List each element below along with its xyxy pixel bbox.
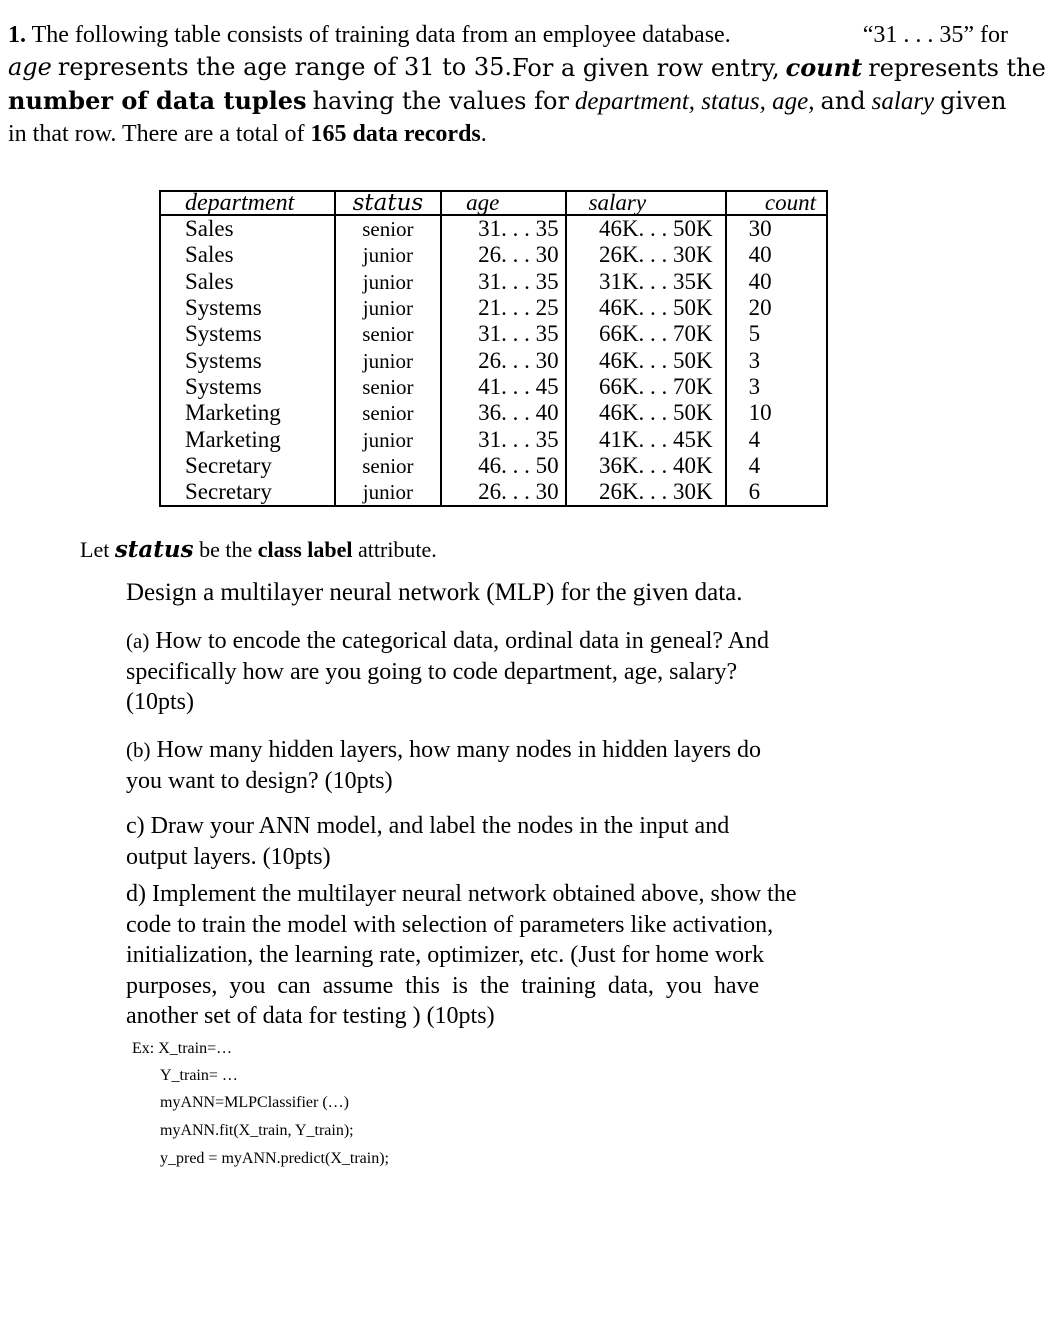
cell-department: Sales — [160, 242, 335, 268]
cell-age: 26. . . 30 — [441, 347, 566, 373]
table-row — [160, 269, 827, 295]
intro-line-2: age represents the age range of 31 to 35. For a given row entry, count represents the — [8, 52, 1046, 82]
cell-salary: 31K. . . 35K — [566, 269, 726, 295]
cell-department: Secretary — [160, 453, 335, 479]
header-age: age — [441, 191, 566, 215]
cell-status: junior — [335, 479, 441, 506]
question-c: c) Draw your ANN model, and label the nodes in the input and output layers. (10pts) — [126, 813, 730, 870]
employee-training-table — [159, 190, 828, 507]
cell-count: 3 — [726, 347, 827, 373]
header-status: status — [335, 191, 441, 215]
cell-age: 26. . . 30 — [441, 479, 566, 506]
cell-salary: 46K. . . 50K — [566, 400, 726, 426]
cell-status: junior — [335, 295, 441, 321]
design-prompt: Design a multilayer neural network (MLP) for the given data. — [126, 579, 743, 606]
cell-status: senior — [335, 453, 441, 479]
cell-age: 31. . . 35 — [441, 269, 566, 295]
cell-department: Systems — [160, 321, 335, 347]
cell-department: Systems — [160, 295, 335, 321]
table-row — [160, 347, 827, 373]
cell-salary: 66K. . . 70K — [566, 321, 726, 347]
cell-status: senior — [335, 374, 441, 400]
cell-count: 6 — [726, 479, 827, 506]
code-example-line: Ex: X_train=… — [132, 1040, 233, 1057]
question-b-label: (b) — [126, 738, 151, 762]
header-department: department — [160, 191, 335, 215]
header-salary: salary — [566, 191, 726, 215]
cell-salary: 41K. . . 45K — [566, 426, 726, 452]
table-header-row — [160, 191, 827, 215]
cell-age: 31. . . 35 — [441, 426, 566, 452]
cell-salary: 46K. . . 50K — [566, 347, 726, 373]
cell-status: senior — [335, 400, 441, 426]
class-label-line: Let status be the class label attribute. — [80, 536, 437, 563]
code-fit: myANN.fit(X_train, Y_train); — [160, 1122, 354, 1139]
table-row — [160, 321, 827, 347]
cell-department: Marketing — [160, 400, 335, 426]
cell-count: 3 — [726, 374, 827, 400]
table-row — [160, 479, 827, 506]
question-a: (a) How to encode the categorical data, ordinal data in geneal? And specifically how are you going to code department, age, salary? (10pts) — [126, 628, 770, 715]
cell-salary: 46K. . . 50K — [566, 215, 726, 242]
cell-age: 31. . . 35 — [441, 215, 566, 242]
cell-age: 41. . . 45 — [441, 374, 566, 400]
cell-salary: 26K. . . 30K — [566, 479, 726, 506]
cell-status: junior — [335, 347, 441, 373]
cell-status: senior — [335, 321, 441, 347]
table-row — [160, 215, 827, 242]
intro-line-1: 1. The following table consists of training data from an employee database. “31 . . . 35” for — [8, 22, 1008, 48]
table-row — [160, 426, 827, 452]
cell-department: Sales — [160, 269, 335, 295]
cell-age: 46. . . 50 — [441, 453, 566, 479]
cell-count: 4 — [726, 453, 827, 479]
cell-count: 4 — [726, 426, 827, 452]
cell-status: senior — [335, 215, 441, 242]
cell-age: 36. . . 40 — [441, 400, 566, 426]
code-y-train: Y_train= … — [160, 1067, 238, 1084]
cell-status: junior — [335, 426, 441, 452]
cell-salary: 46K. . . 50K — [566, 295, 726, 321]
cell-count: 40 — [726, 269, 827, 295]
table-row — [160, 374, 827, 400]
cell-department: Sales — [160, 215, 335, 242]
cell-salary: 26K. . . 30K — [566, 242, 726, 268]
question-b: (b) How many hidden layers, how many nodes in hidden layers do you want to design? (10pts) — [126, 737, 762, 794]
question-d: d) Implement the multilayer neural network obtained above, show the code to train the model with selection of parameters like activation, initialization, the learning rate, optimizer, etc. (Just for home work purposes, you can assume this is the training data, you have another set of data for testing ) (10pts) — [126, 881, 797, 1029]
cell-department: Systems — [160, 347, 335, 373]
intro-line-3: number of data tuples having the values for department, status, age, and salary given — [8, 86, 1007, 115]
cell-age: 21. . . 25 — [441, 295, 566, 321]
question-a-label: (a) — [126, 629, 150, 653]
table-row — [160, 400, 827, 426]
code-mlp-classifier: myANN=MLPClassifier (…) — [160, 1094, 350, 1111]
cell-status: junior — [335, 269, 441, 295]
cell-salary: 66K. . . 70K — [566, 374, 726, 400]
cell-department: Secretary — [160, 479, 335, 506]
question-number: 1. — [8, 22, 26, 48]
table-row — [160, 242, 827, 268]
cell-count: 40 — [726, 242, 827, 268]
header-count: count — [726, 191, 827, 215]
cell-salary: 36K. . . 40K — [566, 453, 726, 479]
intro-line-4: in that row. There are a total of 165 data records. — [8, 120, 487, 147]
cell-age: 31. . . 35 — [441, 321, 566, 347]
table-row — [160, 453, 827, 479]
cell-count: 30 — [726, 215, 827, 242]
table-row — [160, 295, 827, 321]
cell-count: 10 — [726, 400, 827, 426]
cell-department: Systems — [160, 374, 335, 400]
cell-status: junior — [335, 242, 441, 268]
cell-count: 5 — [726, 321, 827, 347]
cell-department: Marketing — [160, 426, 335, 452]
code-predict: y_pred = myANN.predict(X_train); — [160, 1150, 389, 1167]
cell-count: 20 — [726, 295, 827, 321]
cell-age: 26. . . 30 — [441, 242, 566, 268]
question-intro — [8, 20, 1046, 150]
